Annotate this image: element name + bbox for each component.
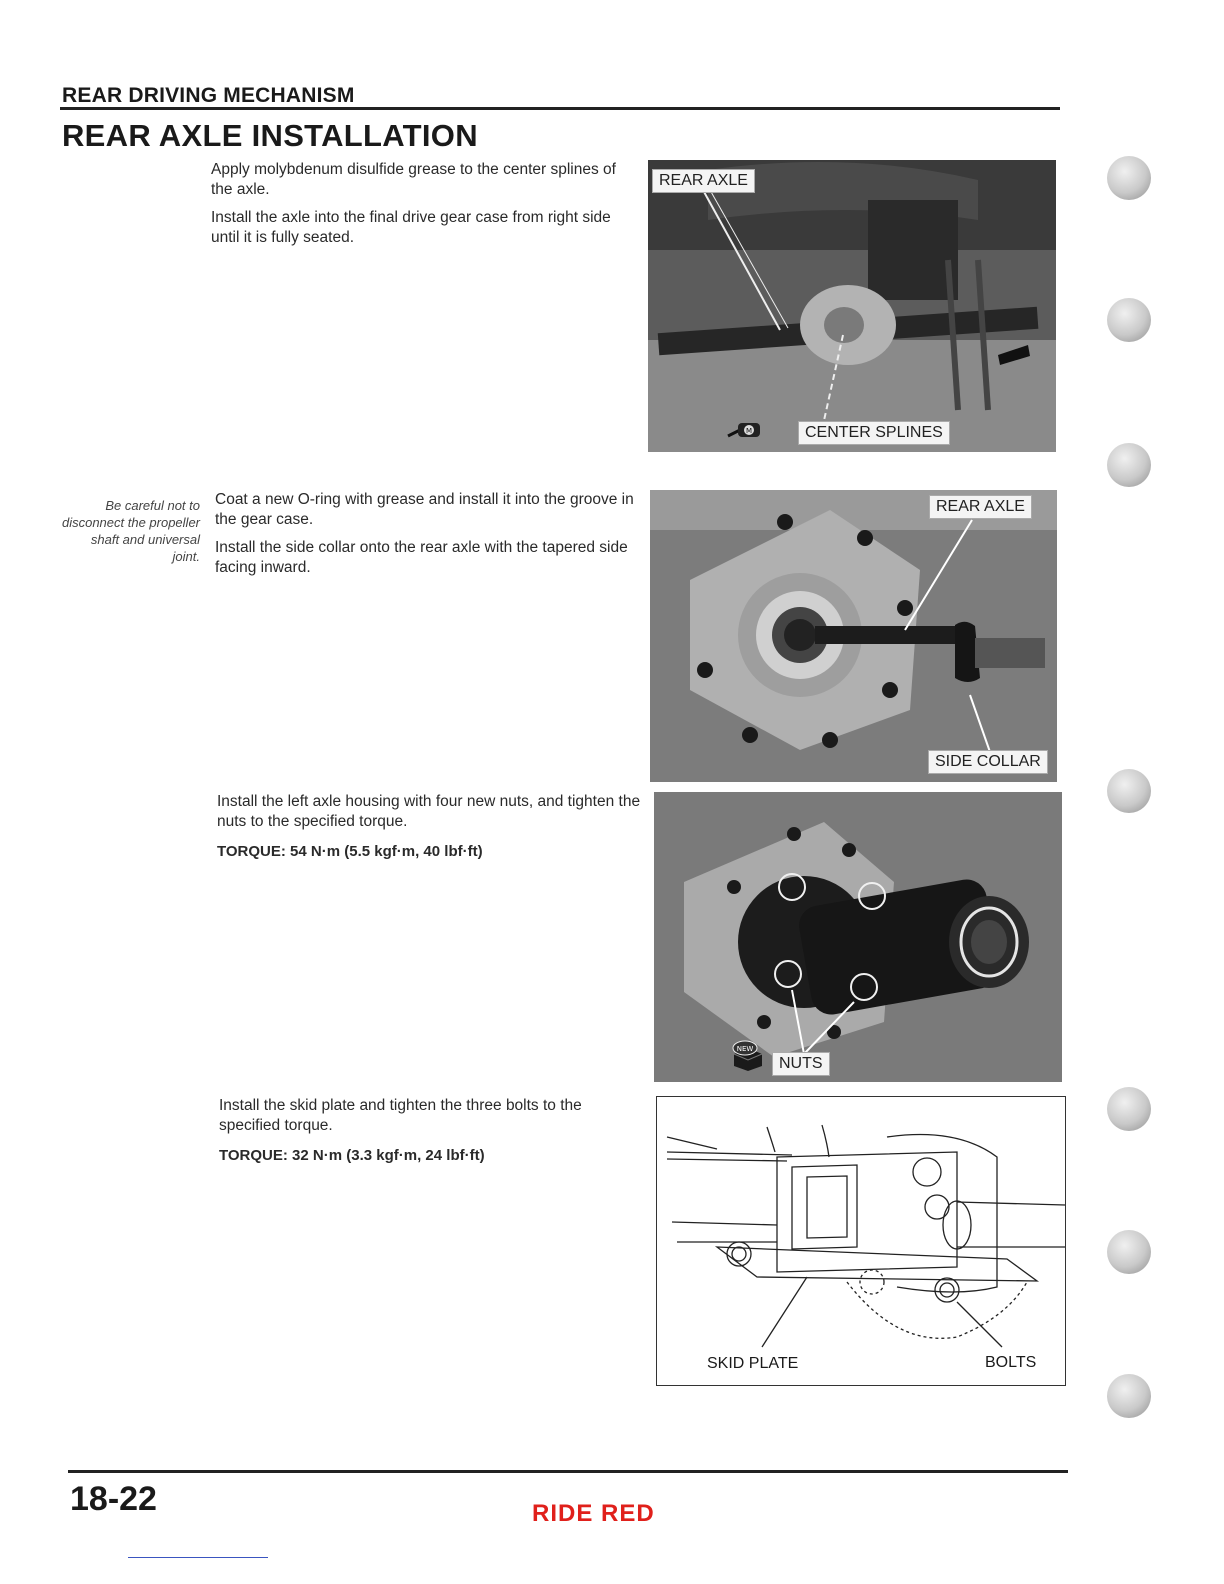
step4-para1: Install the skid plate and tighten the three bolts to the specified torque. (219, 1097, 582, 1134)
diagram4-label-bolts: BOLTS (985, 1354, 1037, 1371)
photo1-label-center-splines: CENTER SPLINES (798, 421, 950, 445)
svg-text:M: M (745, 427, 753, 435)
binder-hole (1107, 1087, 1151, 1131)
photo1-illustration (648, 160, 1056, 452)
diagram4-illustration (657, 1097, 1065, 1385)
binder-hole (1107, 1374, 1151, 1418)
binder-hole (1107, 443, 1151, 487)
step3-torque: TORQUE: 54 N·m (5.5 kgf·m, 40 lbf·ft) (217, 843, 483, 860)
moly-grease-icon (726, 418, 766, 440)
step3-text (217, 792, 641, 862)
photo-rear-axle-install (648, 160, 1056, 452)
step1-para1: Apply molybdenum disulfide grease to the center splines of the axle. (211, 161, 616, 198)
footer-rule (68, 1470, 1068, 1473)
binder-hole (1107, 156, 1151, 200)
step1-text (211, 160, 635, 248)
footer-brand: RIDE RED (532, 1500, 655, 1527)
photo3-label-nuts: NUTS (772, 1052, 830, 1076)
page-number: 18-22 (70, 1480, 157, 1518)
binder-hole (1107, 298, 1151, 342)
binder-hole (1107, 1230, 1151, 1274)
step2-para2: Install the side collar onto the rear axle with the tapered side facing inward. (215, 539, 628, 576)
step3-para1: Install the left axle housing with four new nuts, and tighten the nuts to the specified torque. (217, 793, 641, 830)
section-title: REAR DRIVING MECHANISM (62, 84, 355, 107)
new-part-icon (730, 1040, 766, 1072)
photo2-label-rear-axle: REAR AXLE (929, 495, 1032, 519)
photo2-label-side-collar: SIDE COLLAR (928, 750, 1048, 774)
photo-axle-housing-nuts (654, 792, 1062, 1082)
photo2-illustration (650, 490, 1057, 782)
binder-hole (1107, 769, 1151, 813)
step2-para1: Coat a new O-ring with grease and install it into the groove in the gear case. (215, 491, 634, 528)
page-title: REAR AXLE INSTALLATION (62, 118, 478, 153)
photo3-illustration (654, 792, 1062, 1082)
diagram4-label-skid-plate: SKID PLATE (707, 1355, 799, 1372)
step4-torque: TORQUE: 32 N·m (3.3 kgf·m, 24 lbf·ft) (219, 1147, 485, 1164)
footer-underline (128, 1557, 268, 1558)
step2-text (215, 490, 637, 578)
photo-side-collar (650, 490, 1057, 782)
step1-para2: Install the axle into the final drive gear case from right side until it is fully seated. (211, 209, 611, 246)
photo1-label-rear-axle: REAR AXLE (652, 169, 755, 193)
diagram-skid-plate (656, 1096, 1066, 1386)
step4-text (219, 1096, 643, 1166)
side-note-caution: Be careful not to disconnect the propeller shaft and universal joint. (61, 498, 200, 564)
new-part-icon-text: NEW (736, 1045, 754, 1053)
header-rule (60, 107, 1060, 110)
